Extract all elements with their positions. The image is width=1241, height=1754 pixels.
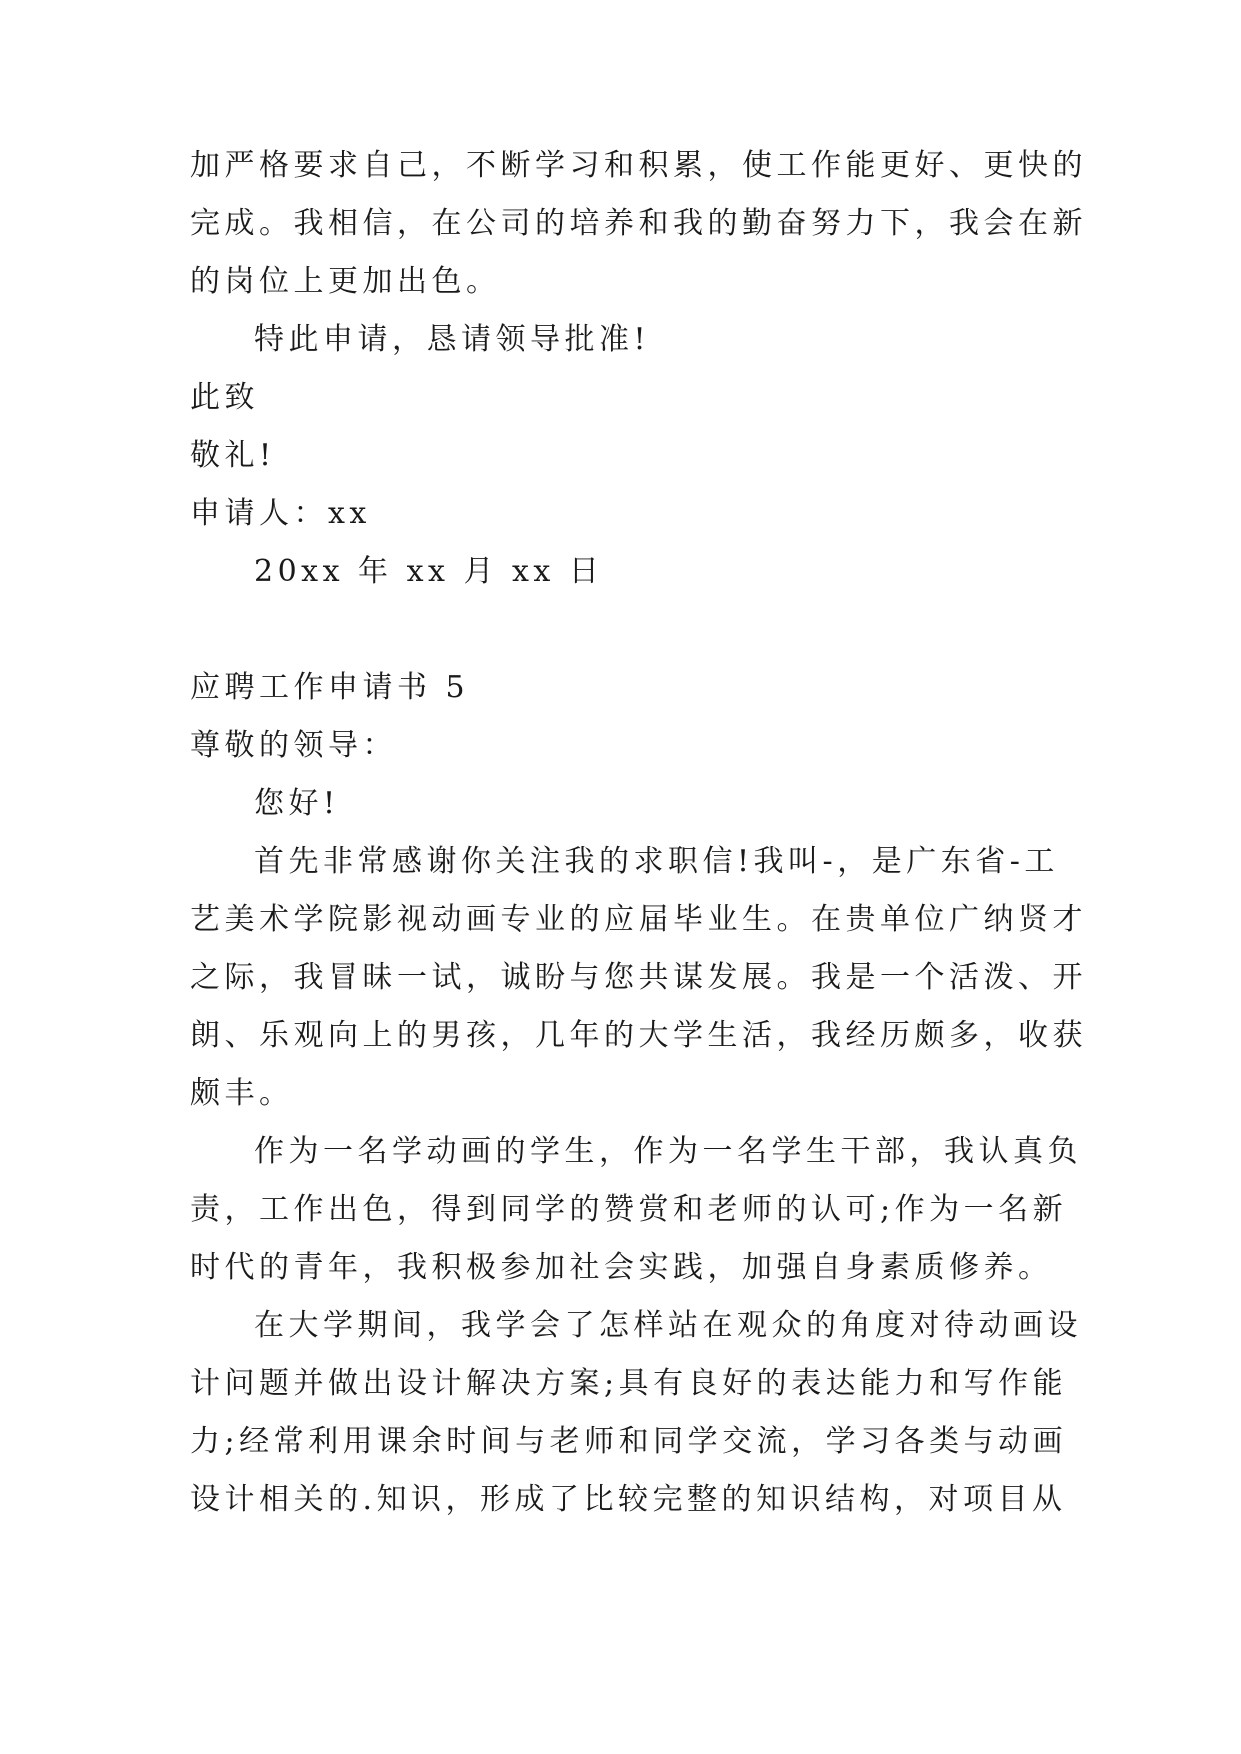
- greeting-line: 尊敬的领导：: [190, 728, 397, 763]
- paragraph-line: 朗、乐观向上的男孩，几年的大学生活，我经历颇多，收获: [190, 1018, 1087, 1053]
- section-title: 应聘工作申请书 5: [190, 670, 470, 705]
- paragraph-line: 责，工作出色，得到同学的赞赏和老师的认可;作为一名新: [190, 1192, 1068, 1227]
- paragraph-line: 完成。我相信，在公司的培养和我的勤奋努力下，我会在新: [190, 206, 1087, 241]
- paragraph-line: 加严格要求自己，不断学习和积累，使工作能更好、更快的: [190, 148, 1087, 183]
- paragraph-line: 首先非常感谢你关注我的求职信!我叫-，是广东省-工: [254, 844, 1059, 879]
- closing-line: 此致: [190, 380, 259, 415]
- paragraph-line: 设计相关的.知识，形成了比较完整的知识结构，对项目从: [190, 1482, 1067, 1517]
- date-line: 20xx 年 xx 月 xx 日: [254, 554, 604, 589]
- request-line: 特此申请，恳请领导批准!: [254, 322, 651, 357]
- paragraph-line: 作为一名学动画的学生，作为一名学生干部，我认真负: [254, 1134, 1082, 1169]
- hello-line: 您好!: [254, 786, 340, 821]
- applicant-line: 申请人：xx: [190, 496, 371, 531]
- paragraph-line: 计问题并做出设计解决方案;具有良好的表达能力和写作能: [190, 1366, 1068, 1401]
- paragraph-line: 在大学期间，我学会了怎样站在观众的角度对待动画设: [254, 1308, 1082, 1343]
- paragraph-line: 之际，我冒昧一试，诚盼与您共谋发展。我是一个活泼、开: [190, 960, 1087, 995]
- paragraph-line: 力;经常利用课余时间与老师和同学交流，学习各类与动画: [190, 1424, 1068, 1459]
- paragraph-line: 时代的青年，我积极参加社会实践，加强自身素质修养。: [190, 1250, 1053, 1285]
- paragraph-line: 的岗位上更加出色。: [190, 264, 501, 299]
- paragraph-line: 艺美术学院影视动画专业的应届毕业生。在贵单位广纳贤才: [190, 902, 1087, 937]
- paragraph-line: 颇丰。: [190, 1076, 294, 1111]
- salutation-line: 敬礼!: [190, 438, 276, 473]
